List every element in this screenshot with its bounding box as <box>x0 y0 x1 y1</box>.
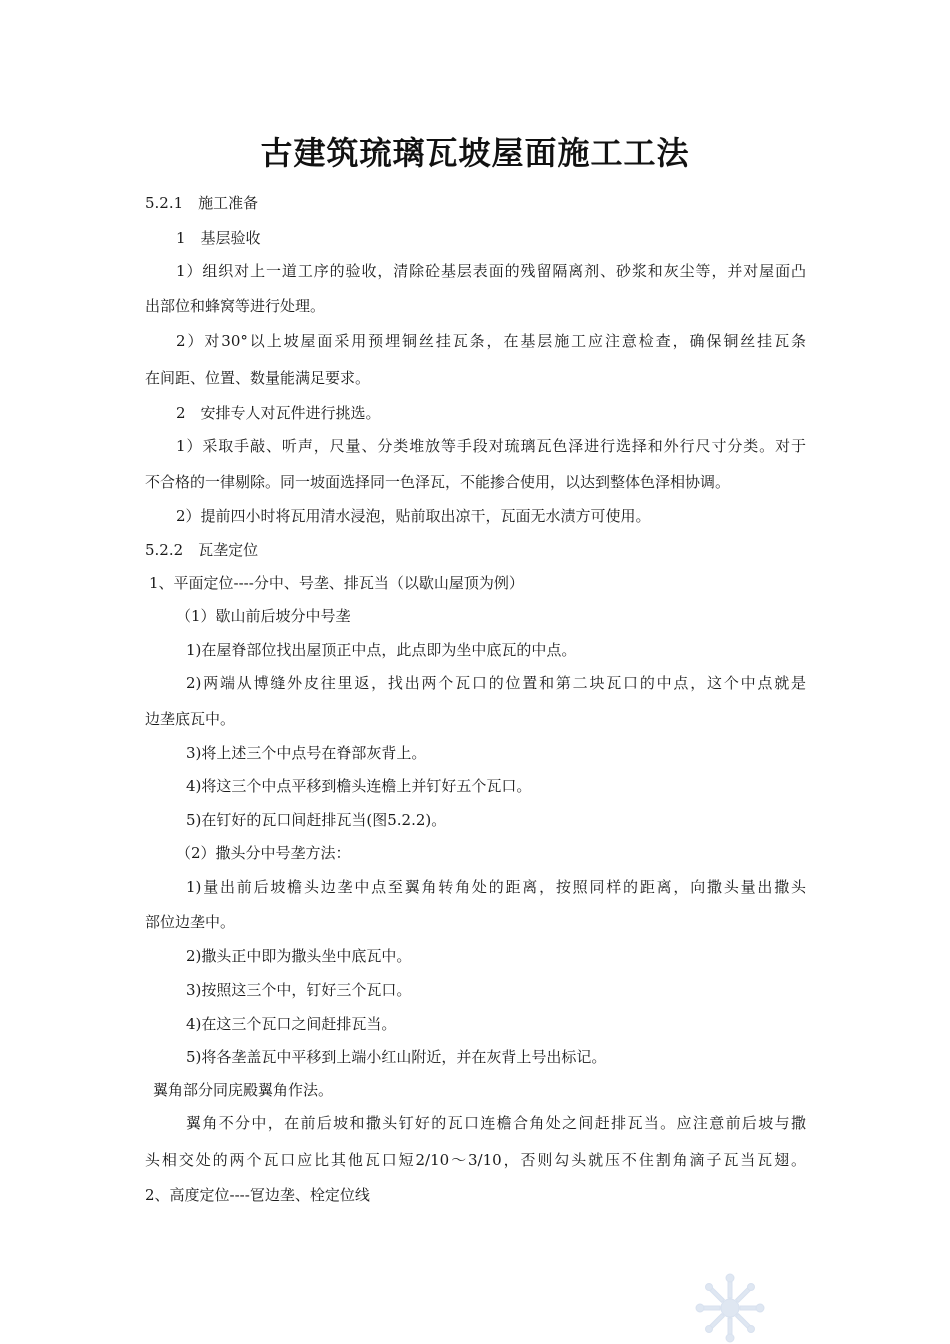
paragraph-line: 1)在屋脊部位找出屋顶正中点，此点即为坐中底瓦的中点。 <box>186 641 577 659</box>
paragraph-line: 在间距、位置、数量能满足要求。 <box>145 369 371 387</box>
paragraph-line: 部位边垄中。 <box>145 913 236 931</box>
paragraph-line: 4)在这三个瓦口之间赶排瓦当。 <box>186 1015 397 1033</box>
paragraph-line: 翼角不分中，在前后坡和撒头钉好的瓦口连檐合角处之间赶排瓦当。应注意前后坡与撒 <box>186 1114 806 1132</box>
paragraph-line: 出部位和蜂窝等进行处理。 <box>145 297 326 315</box>
paragraph-line: 翼角部分同庑殿翼角作法。 <box>153 1081 334 1099</box>
paragraph-line: 5)将各垄盖瓦中平移到上端小红山附近，并在灰背上号出标记。 <box>186 1048 607 1066</box>
paragraph-line: 2）对30°以上坡屋面采用预埋铜丝挂瓦条，在基层施工应注意检查，确保铜丝挂瓦条 <box>176 332 806 350</box>
paragraph-line: 4)将这三个中点平移到檐头连檐上并钉好五个瓦口。 <box>186 777 532 795</box>
paragraph-line: 2)两端从博缝外皮往里返，找出两个瓦口的位置和第二块瓦口的中点，这个中点就是 <box>186 674 806 692</box>
paragraph-line: 1）采取手敲、听声，尺量、分类堆放等手段对琉璃瓦色泽进行选择和外行尺寸分类。对于 <box>176 437 806 455</box>
paragraph-line: 3)按照这三个中，钉好三个瓦口。 <box>186 981 412 999</box>
paragraph-line: 1)量出前后坡檐头边垄中点至翼角转角处的距离，按照同样的距离，向撒头量出撒头 <box>186 878 806 896</box>
paragraph-line: 边垄底瓦中。 <box>145 710 236 728</box>
snowflake-watermark-icon <box>694 1272 766 1344</box>
paragraph-line: 2）提前四小时将瓦用清水浸泡，贴前取出凉干，瓦面无水渍方可使用。 <box>176 507 651 525</box>
paragraph-line: 1）组织对上一道工序的验收，清除砼基层表面的残留隔离剂、砂浆和灰尘等，并对屋面凸 <box>176 262 806 280</box>
paragraph-line: 5)在钉好的瓦口间赶排瓦当(图5.2.2)。 <box>186 811 447 829</box>
paragraph-line: 头相交处的两个瓦口应比其他瓦口短2/10～3/10，否则勾头就压不住割角滴子瓦当瓦翅。 <box>145 1151 806 1169</box>
section-heading-5-2-2: 5.2.2 瓦垄定位 <box>145 541 259 559</box>
subheading-tile-selection: 2 安排专人对瓦件进行挑选。 <box>176 404 381 422</box>
subheading-plane-positioning: 1、平面定位----分中、号垄、排瓦当（以歇山屋顶为例） <box>149 574 524 592</box>
document-title: 古建筑琉璃瓦坡屋面施工工法 <box>260 134 690 172</box>
section-heading-5-2-1: 5.2.1 施工准备 <box>145 194 259 212</box>
subheading-height-positioning: 2、高度定位----冟边垄、栓定位线 <box>145 1186 370 1204</box>
paragraph-line: 不合格的一律剔除。同一坡面选择同一色泽瓦，不能掺合使用，以达到整体色泽相协调。 <box>145 473 731 491</box>
paragraph-line: 2)撒头正中即为撒头坐中底瓦中。 <box>186 947 412 965</box>
subheading-front-back-slope: （1）歇山前后坡分中号垄 <box>176 607 351 625</box>
paragraph-line: 3)将上述三个中点号在脊部灰背上。 <box>186 744 427 762</box>
subheading-base-acceptance: 1 基层验收 <box>176 229 261 247</box>
subheading-gable-method: （2）撒头分中号垄方法： <box>176 844 351 862</box>
